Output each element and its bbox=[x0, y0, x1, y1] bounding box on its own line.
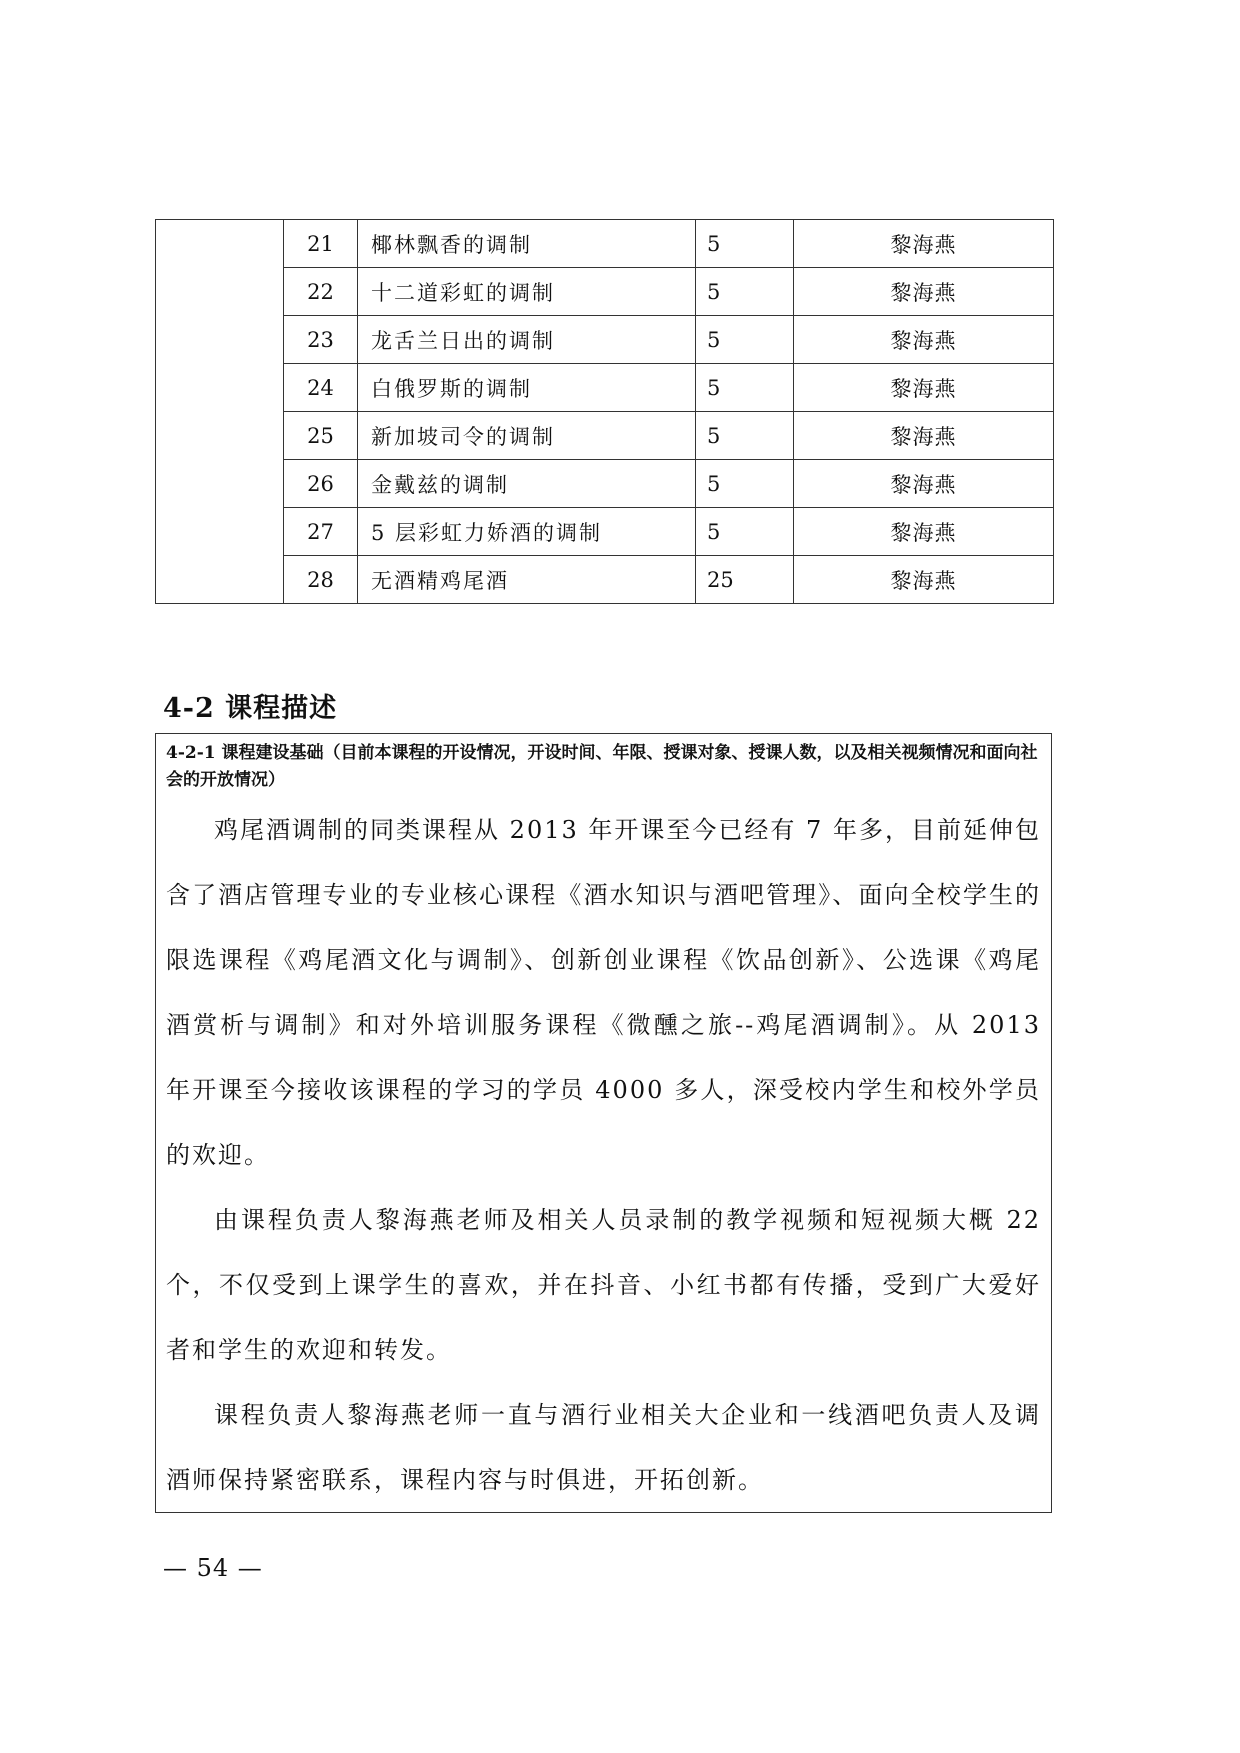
page-number: — 54 — bbox=[163, 1554, 263, 1582]
description-paragraph: 课程负责人黎海燕老师一直与酒行业相关大企业和一线酒吧负责人及调酒师保持紧密联系，课程内容与时俱进，开拓创新。 bbox=[166, 1401, 1041, 1494]
lesson-teacher: 黎海燕 bbox=[794, 268, 1054, 316]
lesson-name: 龙舌兰日出的调制 bbox=[358, 316, 696, 364]
box-title: 4-2-1 课程建设基础（目前本课程的开设情况，开设时间、年限、授课对象、授课人数，以及相关视频情况和面向社会的开放情况） bbox=[166, 743, 1038, 790]
lesson-name: 金戴兹的调制 bbox=[358, 460, 696, 508]
lesson-teacher: 黎海燕 bbox=[794, 508, 1054, 556]
table-row bbox=[156, 220, 1054, 268]
course-table bbox=[155, 219, 1054, 604]
lesson-name: 白俄罗斯的调制 bbox=[358, 364, 696, 412]
lesson-number: 23 bbox=[284, 316, 358, 364]
lesson-hours: 5 bbox=[696, 412, 794, 460]
lesson-teacher: 黎海燕 bbox=[794, 556, 1054, 604]
lesson-hours: 5 bbox=[696, 268, 794, 316]
lesson-teacher: 黎海燕 bbox=[794, 220, 1054, 268]
lesson-name: 5 层彩虹力娇酒的调制 bbox=[358, 508, 696, 556]
lesson-number: 26 bbox=[284, 460, 358, 508]
lesson-number: 21 bbox=[284, 220, 358, 268]
table-row bbox=[156, 556, 1054, 604]
lesson-hours: 25 bbox=[696, 556, 794, 604]
table-row bbox=[156, 460, 1054, 508]
lesson-name: 新加坡司令的调制 bbox=[358, 412, 696, 460]
table-row bbox=[156, 268, 1054, 316]
table-row bbox=[156, 364, 1054, 412]
lesson-number: 22 bbox=[284, 268, 358, 316]
lesson-teacher: 黎海燕 bbox=[794, 460, 1054, 508]
table-row bbox=[156, 316, 1054, 364]
lesson-name: 椰林飘香的调制 bbox=[358, 220, 696, 268]
description-paragraph: 由课程负责人黎海燕老师及相关人员录制的教学视频和短视频大概 22 个，不仅受到上课学生的喜欢，并在抖音、小红书都有传播，受到广大爱好者和学生的欢迎和转发。 bbox=[166, 1206, 1041, 1364]
lesson-hours: 5 bbox=[696, 364, 794, 412]
lesson-number: 24 bbox=[284, 364, 358, 412]
table-row bbox=[156, 412, 1054, 460]
course-table-body bbox=[156, 220, 1054, 604]
lesson-name: 无酒精鸡尾酒 bbox=[358, 556, 696, 604]
table-row bbox=[156, 508, 1054, 556]
lesson-number: 27 bbox=[284, 508, 358, 556]
lesson-number: 25 bbox=[284, 412, 358, 460]
lesson-hours: 5 bbox=[696, 220, 794, 268]
lesson-hours: 5 bbox=[696, 508, 794, 556]
lesson-teacher: 黎海燕 bbox=[794, 412, 1054, 460]
lesson-teacher: 黎海燕 bbox=[794, 364, 1054, 412]
lesson-name: 十二道彩虹的调制 bbox=[358, 268, 696, 316]
lesson-teacher: 黎海燕 bbox=[794, 316, 1054, 364]
course-description-box bbox=[155, 733, 1052, 1513]
lesson-hours: 5 bbox=[696, 460, 794, 508]
lesson-number: 28 bbox=[284, 556, 358, 604]
merged-category-cell bbox=[156, 220, 284, 604]
lesson-hours: 5 bbox=[696, 316, 794, 364]
section-heading: 4-2 课程描述 bbox=[163, 693, 338, 724]
description-paragraph: 鸡尾酒调制的同类课程从 2013 年开课至今已经有 7 年多，目前延伸包含了酒店管理专业的专业核心课程《酒水知识与酒吧管理》、面向全校学生的限选课程《鸡尾酒文化与调制》、创新创业课程《饮品创新》、公选课《鸡尾酒赏析与调制》和对外培训服务课程《微醺之旅--鸡尾酒调制》。从 2013 年开课至今接收该课程的学习的学员 4000 多人，深受校内学生和校外学员的欢迎。 bbox=[166, 816, 1041, 1169]
